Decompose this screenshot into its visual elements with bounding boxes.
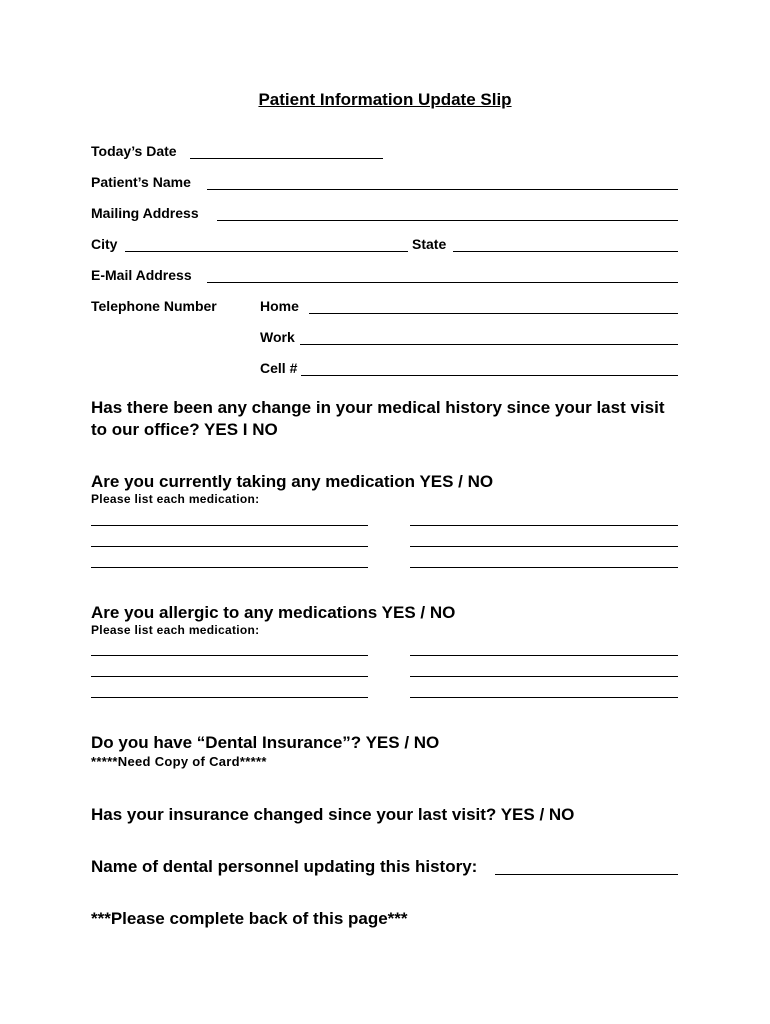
back-page-note: ***Please complete back of this page*** [91,909,408,928]
home-phone-field[interactable] [309,313,678,314]
medication-note: Please list each medication: [91,492,260,506]
insurance-changed-question: Has your insurance changed since your last visit? YES / NO [91,805,575,824]
medication-line[interactable] [91,546,368,547]
allergy-note: Please list each medication: [91,623,260,637]
mailing-address-field[interactable] [217,220,678,221]
medication-line[interactable] [410,546,678,547]
email-field[interactable] [207,282,678,283]
allergy-line[interactable] [410,697,678,698]
medication-line[interactable] [91,567,368,568]
cell-phone-label: Cell # [260,360,298,376]
medication-line[interactable] [410,525,678,526]
medication-line[interactable] [410,567,678,568]
city-field[interactable] [125,251,408,252]
todays-date-label: Today’s Date [91,143,177,159]
work-phone-field[interactable] [300,344,678,345]
patient-name-field[interactable] [207,189,678,190]
medical-history-question-cont: to our office? YES I NO [91,420,278,439]
todays-date-field[interactable] [190,158,383,159]
allergy-line[interactable] [91,676,368,677]
state-label: State [412,236,447,252]
medication-question: Are you currently taking any medication YES / NO [91,472,494,491]
medical-history-question: Has there been any change in your medical history since your last visit [91,398,665,417]
patient-name-label: Patient’s Name [91,174,191,190]
allergy-line[interactable] [91,655,368,656]
allergy-line[interactable] [91,697,368,698]
city-label: City [91,236,118,252]
page-title: Patient Information Update Slip [258,90,512,109]
dental-insurance-question: Do you have “Dental Insurance”? YES / NO [91,733,440,752]
mailing-address-label: Mailing Address [91,205,199,221]
home-phone-label: Home [260,298,299,314]
work-phone-label: Work [260,329,295,345]
insurance-card-note: *****Need Copy of Card***** [91,754,267,769]
allergy-question: Are you allergic to any medications YES / NO [91,603,456,622]
allergy-line[interactable] [410,676,678,677]
state-field[interactable] [453,251,678,252]
personnel-field[interactable] [495,874,678,875]
allergy-line[interactable] [410,655,678,656]
medication-line[interactable] [91,525,368,526]
cell-phone-field[interactable] [301,375,678,376]
email-label: E-Mail Address [91,267,192,283]
telephone-label: Telephone Number [91,298,217,314]
personnel-label: Name of dental personnel updating this history: [91,857,478,876]
